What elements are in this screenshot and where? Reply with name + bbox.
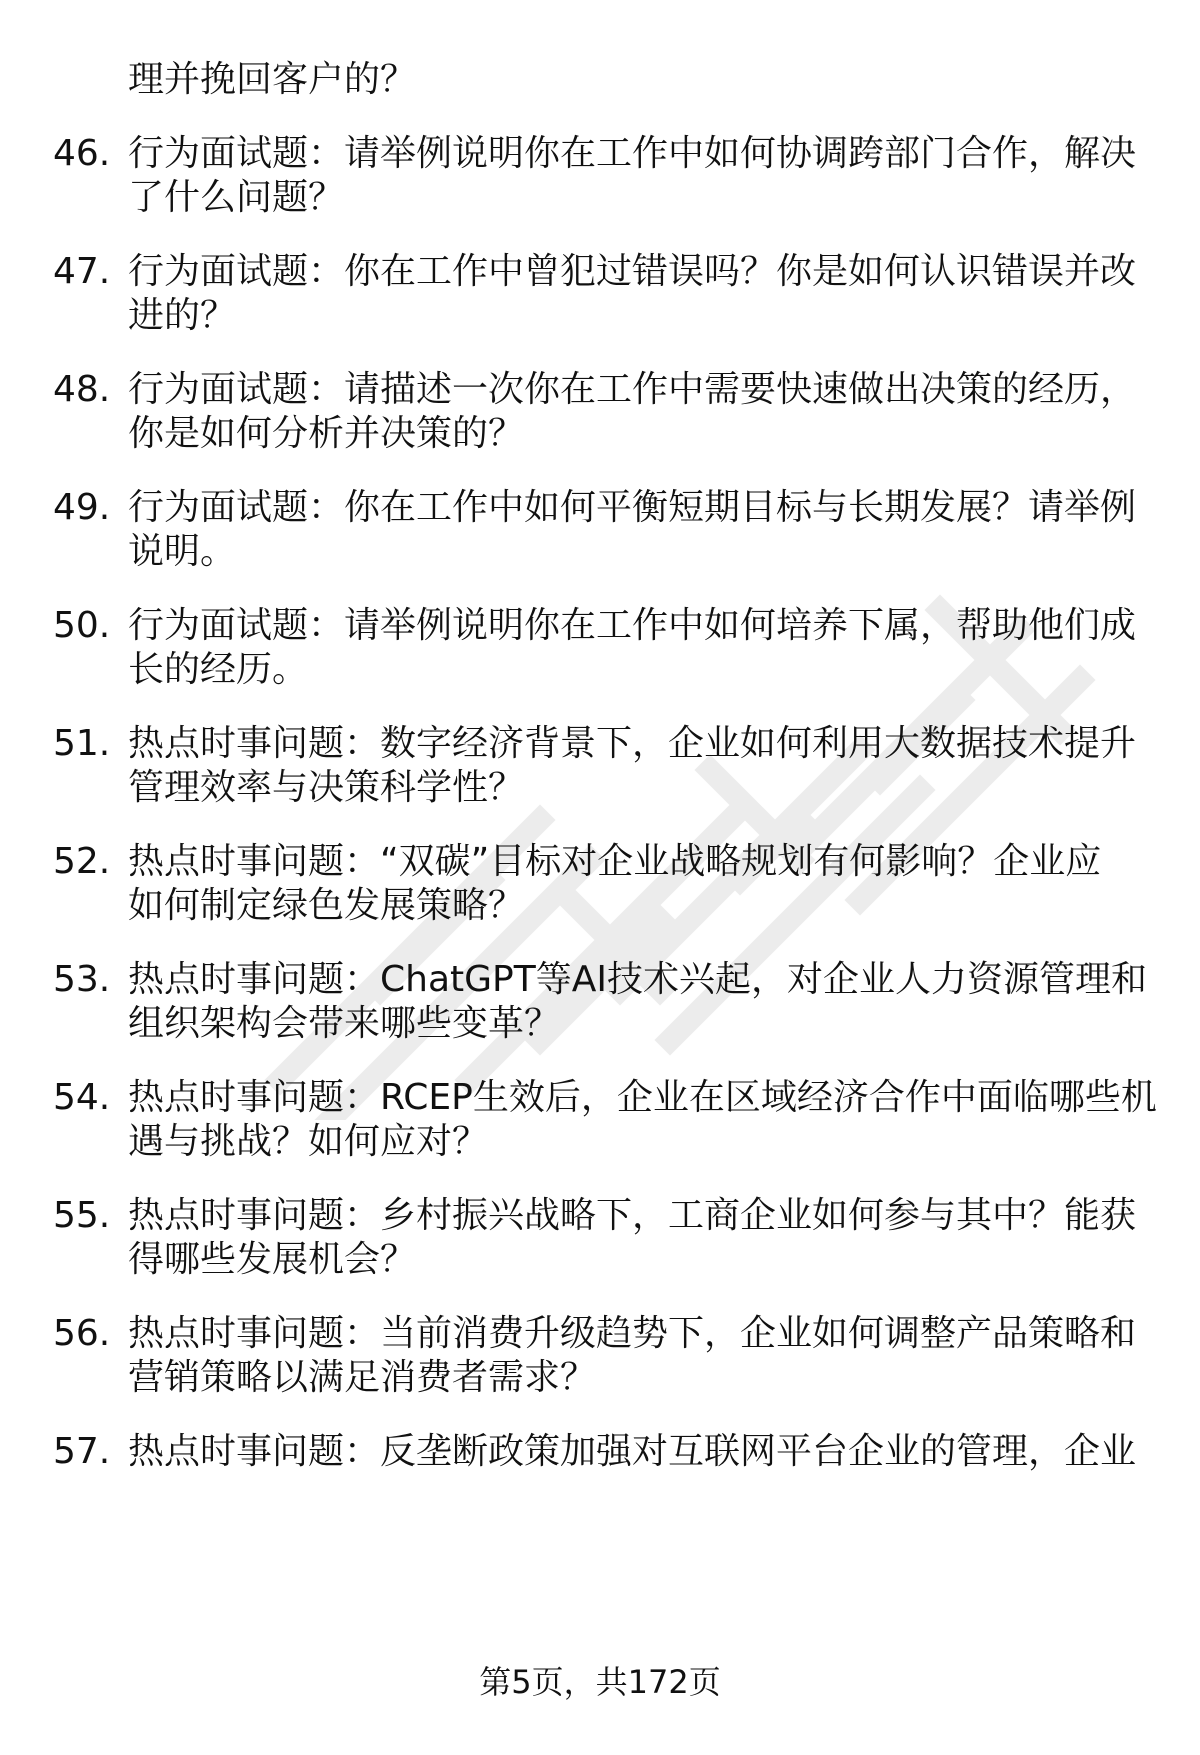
- item-line: 管理效率与决策科学性？: [128, 767, 525, 808]
- item-line: 长的经历。: [128, 649, 309, 690]
- item-number: 53.: [53, 959, 111, 1000]
- item-line: 行为面试题：你在工作中如何平衡短期目标与长期发展？请举例: [128, 487, 1137, 528]
- item-line: 热点时事问题：数字经济背景下，企业如何利用大数据技术提升: [128, 723, 1137, 764]
- item-line: 组织架构会带来哪些变革？: [128, 1003, 561, 1044]
- item-line: 热点时事问题：“双碳”目标对企业战略规划有何影响？企业应: [128, 841, 1102, 882]
- item-line: 说明。: [128, 531, 237, 572]
- item-line: 行为面试题：请举例说明你在工作中如何协调跨部门合作，解决: [128, 133, 1137, 174]
- item-number: 50.: [53, 605, 111, 646]
- item-number: 51.: [53, 723, 111, 764]
- item-line: 你是如何分析并决策的？: [128, 413, 525, 454]
- item-number: 48.: [53, 369, 111, 410]
- item-line: 如何制定绿色发展策略？: [128, 885, 525, 926]
- continuation-line: 理并挽回客户的？: [128, 59, 417, 100]
- item-line: 行为面试题：你在工作中曾犯过错误吗？你是如何认识错误并改: [128, 251, 1137, 292]
- item-line: 热点时事问题：RCEP生效后，企业在区域经济合作中面临哪些机: [128, 1077, 1157, 1118]
- item-number: 47.: [53, 251, 111, 292]
- item-line: 了什么问题？: [128, 177, 345, 218]
- item-line: 行为面试题：请举例说明你在工作中如何培养下属，帮助他们成: [128, 605, 1137, 646]
- item-number: 54.: [53, 1077, 111, 1118]
- item-number: 49.: [53, 487, 111, 528]
- item-number: 56.: [53, 1313, 111, 1354]
- item-line: 热点时事问题：ChatGPT等AI技术兴起，对企业人力资源管理和: [128, 959, 1147, 1000]
- item-number: 46.: [53, 133, 111, 174]
- item-line: 得哪些发展机会？: [128, 1239, 417, 1280]
- item-number: 57.: [53, 1431, 111, 1472]
- item-line: 热点时事问题：当前消费升级趋势下，企业如何调整产品策略和: [128, 1313, 1137, 1354]
- item-number: 55.: [53, 1195, 111, 1236]
- item-line: 进的？: [128, 295, 237, 336]
- item-line: 行为面试题：请描述一次你在工作中需要快速做出决策的经历，: [128, 369, 1137, 410]
- item-line: 热点时事问题：乡村振兴战略下，工商企业如何参与其中？能获: [128, 1195, 1137, 1236]
- item-line: 遇与挑战？如何应对？: [128, 1121, 489, 1162]
- item-line: 营销策略以满足消费者需求？: [128, 1357, 597, 1398]
- item-number: 52.: [53, 841, 111, 882]
- page-footer: 第5页，共172页: [479, 1663, 721, 1701]
- item-line: 热点时事问题：反垄断政策加强对互联网平台企业的管理，企业: [128, 1431, 1137, 1472]
